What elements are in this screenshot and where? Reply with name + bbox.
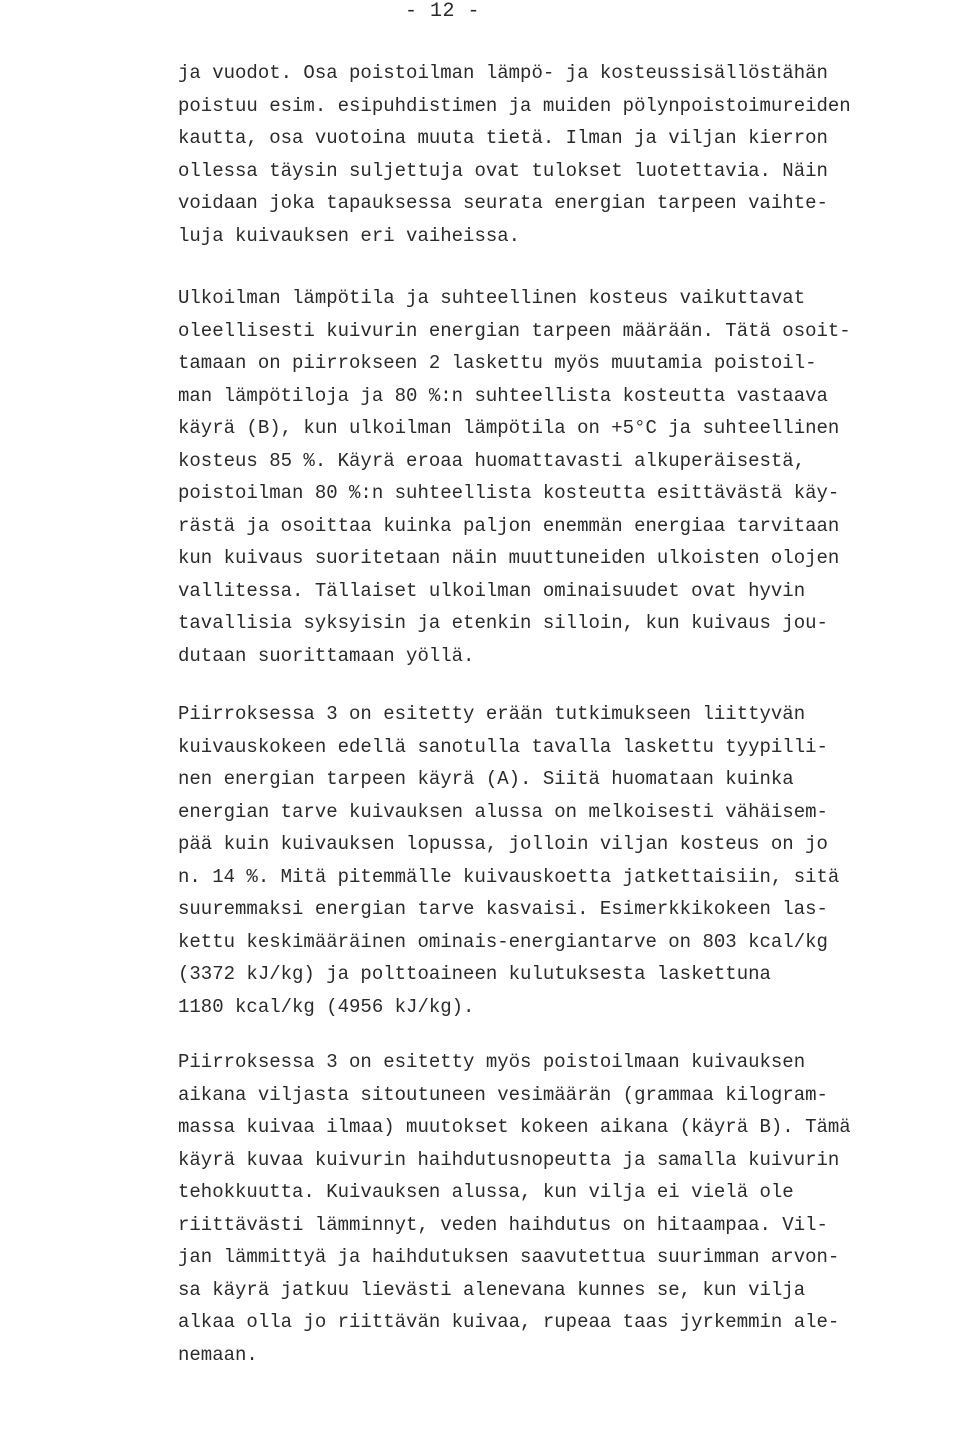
text-line: (3372 kJ/kg) ja polttoaineen kulutuksesta laskettuna	[178, 963, 771, 985]
text-line: energian tarve kuivauksen alussa on melkoisesti vähäisem-	[178, 800, 828, 823]
text-line: kettu keskimääräinen ominais-energiantarve on 803 kcal/kg	[178, 930, 828, 953]
text-line: 1180 kcal/kg (4956 kJ/kg).	[178, 995, 475, 1018]
paragraph-3	[178, 698, 938, 1023]
text-line: man lämpötiloja ja 80 %:n suhteellista kosteutta vastaava	[178, 384, 828, 407]
text-line: oleellisesti kuivurin energian tarpeen määrään. Tätä osoit-	[178, 319, 851, 342]
text-line: aikana viljasta sitoutuneen vesimäärän (grammaa kilogram-	[178, 1083, 828, 1106]
text-line: kosteus 85 %. Käyrä eroaa huomattavasti alkuperäisestä,	[178, 449, 806, 472]
text-line: ollessa täysin suljettuja ovat tulokset luotettavia. Näin	[178, 159, 828, 182]
text-line: poistuu esim. esipuhdistimen ja muiden pölynpoistoimureiden	[178, 94, 851, 117]
text-line: dutaan suorittamaan yöllä.	[178, 644, 475, 667]
text-line: vallitessa. Tällaiset ulkoilman ominaisuudet ovat hyvin	[178, 579, 806, 602]
paragraph-4	[178, 1046, 938, 1371]
text-line: riittävästi lämminnyt, veden haihdutus on hitaampaa. Vil-	[178, 1213, 828, 1236]
text-line: sa käyrä jatkuu lievästi alenevana kunnes se, kun vilja	[178, 1278, 806, 1301]
text-line: tavallisia syksyisin ja etenkin silloin, kun kuivaus jou-	[178, 612, 828, 634]
text-line: massa kuivaa ilmaa) muutokset kokeen aikana (käyrä B). Tämä	[178, 1116, 851, 1138]
text-line: kun kuivaus suoritetaan näin muuttuneiden ulkoisten olojen	[178, 547, 840, 569]
text-line: Piirroksessa 3 on esitetty erään tutkimukseen liittyvän	[178, 703, 806, 725]
paragraph-1	[178, 57, 938, 252]
page-number: - 12 -	[405, 0, 481, 23]
text-line: rästä ja osoittaa kuinka paljon enemmän energiaa tarvitaan	[178, 514, 840, 537]
text-line: pää kuin kuivauksen lopussa, jolloin viljan kosteus on jo	[178, 833, 828, 855]
text-line: n. 14 %. Mitä pitemmälle kuivauskoetta jatkettaisiin, sitä	[178, 865, 840, 888]
text-line: jan lämmittyä ja haihdutuksen saavutettua suurimman arvon-	[178, 1246, 840, 1268]
text-line: luja kuivauksen eri vaiheissa.	[178, 224, 521, 247]
text-line: Piirroksessa 3 on esitetty myös poistoilmaan kuivauksen	[178, 1051, 806, 1073]
text-line: poistoilman 80 %:n suhteellista kosteutta esittävästä käy-	[178, 482, 840, 504]
text-line: käyrä (B), kun ulkoilman lämpötila on +5°C ja suhteellinen	[178, 417, 840, 439]
text-line: alkaa olla jo riittävän kuivaa, rupeaa taas jyrkemmin ale-	[178, 1311, 840, 1333]
text-line: nen energian tarpeen käyrä (A). Siitä huomataan kuinka	[178, 768, 794, 790]
text-line: käyrä kuvaa kuivurin haihdutusnopeutta ja samalla kuivurin	[178, 1148, 840, 1171]
paragraph-2	[178, 282, 938, 672]
text-line: tehokkuutta. Kuivauksen alussa, kun vilja ei vielä ole	[178, 1181, 794, 1203]
text-line: kuivauskokeen edellä sanotulla tavalla laskettu tyypilli-	[178, 735, 828, 758]
text-line: suuremmaksi energian tarve kasvaisi. Esimerkkikokeen las-	[178, 898, 828, 920]
text-line: ja vuodot. Osa poistoilman lämpö- ja kosteussisällöstähän	[178, 62, 828, 84]
text-line: nemaan.	[178, 1343, 258, 1366]
text-line: voidaan joka tapauksessa seurata energian tarpeen vaihte-	[178, 192, 828, 214]
text-line: Ulkoilman lämpötila ja suhteellinen kosteus vaikuttavat	[178, 287, 806, 309]
text-line: kautta, osa vuotoina muuta tietä. Ilman ja viljan kierron	[178, 127, 828, 149]
text-line: tamaan on piirrokseen 2 laskettu myös muutamia poistoil-	[178, 352, 817, 374]
